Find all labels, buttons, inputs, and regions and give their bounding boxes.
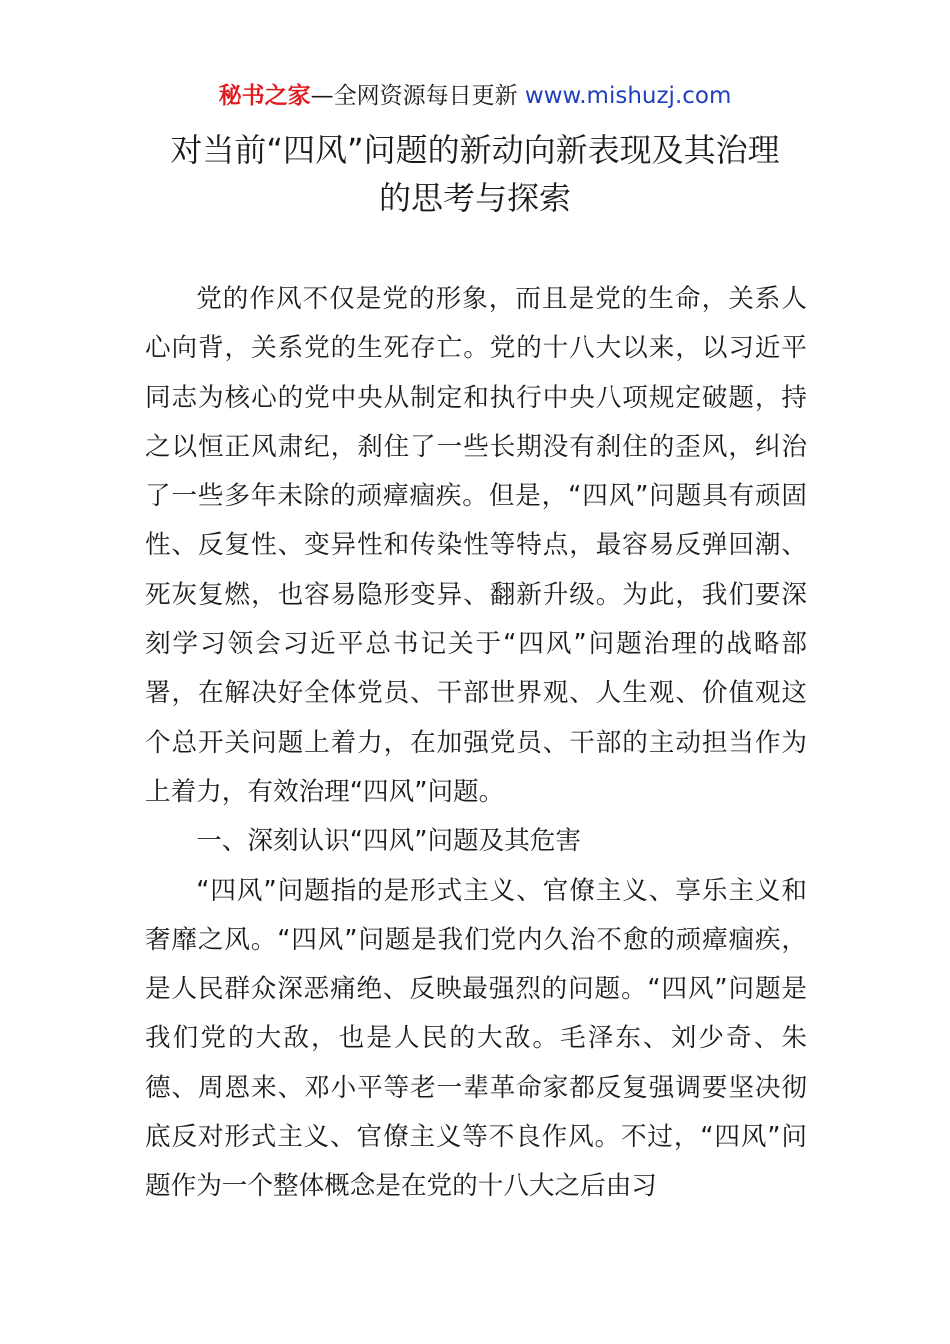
title-line-1: 对当前“四风”问题的新动向新表现及其治理 xyxy=(170,131,780,169)
section-heading: 一、深刻认识“四风”问题及其危害 xyxy=(196,826,582,857)
intro-paragraph: 党的作风不仅是党的形象，而且是党的生命，关系人心向背，关系党的生死存亡。党的十八大以来，以习近平同志为核心的党中央从制定和执行中央八项规定破题，持之以恒正风肃纪，刹住了一些长期没有刹住的歪风，纠治了一些多年未除的顽瘴痼疾。但是，“四风”问题具有顽固性、反复性、变异性和传染性等特点，最容易反弹回潮、死灰复燃，也容易隐形变异、翻新升级。为此，我们要深刻学习领会习近平总书记关于“四风”问题治理的战略部署，在解决好全体党员、干部世界观、人生观、价值观这个总开关问题上着力，在加强党员、干部的主动担当作为上着力，有效治理“四风”问题。 xyxy=(145,284,807,807)
site-brand: 秘书之家 xyxy=(218,83,311,109)
site-url-link[interactable]: www.mishuzj.com xyxy=(524,83,732,109)
body-paragraph: “四风”问题指的是形式主义、官僚主义、享乐主义和奢靡之风。“四风”问题是我们党内久治不愈的顽瘴痼疾，是人民群众深恶痛绝、反映最强烈的问题。“四风”问题是我们党的大敌，也是人民的大敌。毛泽东、刘少奇、朱德、周恩来、邓小平等老一辈革命家都反复强调要坚决彻底反对形式主义、官僚主义等不良作风。不过，“四风”问题作为一个整体概念是在党的十八大之后由习 xyxy=(145,875,807,1202)
title-line-2: 的思考与探索 xyxy=(378,179,571,217)
site-header xyxy=(0,80,950,112)
document-title xyxy=(0,126,950,222)
document-body xyxy=(145,275,807,1212)
site-tagline: —全网资源每日更新 xyxy=(310,83,525,109)
